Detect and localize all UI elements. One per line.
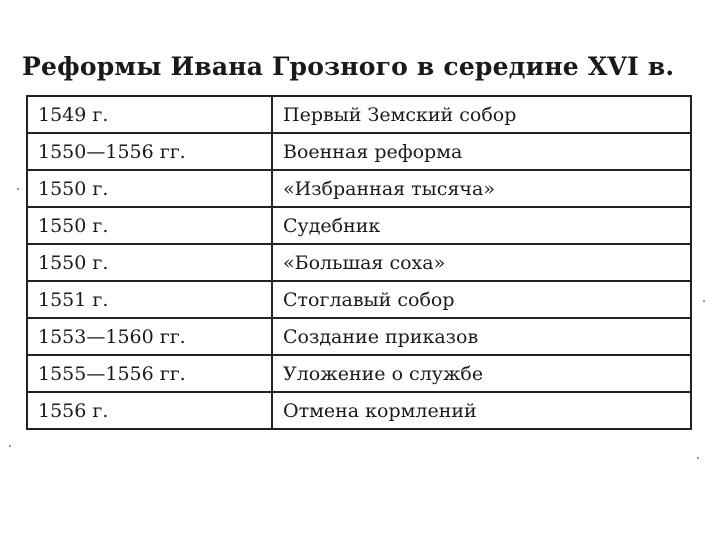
reforms-table xyxy=(26,95,692,430)
event-cell: «Избранная тысяча» xyxy=(272,170,691,207)
event-cell: Судебник xyxy=(272,207,691,244)
date-cell: 1556 г. xyxy=(27,392,272,429)
scan-speck xyxy=(697,457,699,459)
event-cell: «Большая соха» xyxy=(272,244,691,281)
table-row xyxy=(27,392,691,429)
scan-speck xyxy=(9,445,11,447)
table-row xyxy=(27,244,691,281)
event-cell: Военная реформа xyxy=(272,133,691,170)
event-cell: Отмена кормлений xyxy=(272,392,691,429)
table-row xyxy=(27,318,691,355)
page-title: Реформы Ивана Грозного в середине XVI в. xyxy=(22,52,675,81)
date-cell: 1551 г. xyxy=(27,281,272,318)
scan-speck xyxy=(17,188,19,190)
date-cell: 1553—1560 гг. xyxy=(27,318,272,355)
table-row xyxy=(27,170,691,207)
table-row xyxy=(27,207,691,244)
event-cell: Создание приказов xyxy=(272,318,691,355)
table-row xyxy=(27,133,691,170)
date-cell: 1550 г. xyxy=(27,244,272,281)
date-cell: 1549 г. xyxy=(27,96,272,133)
event-cell: Уложение о службе xyxy=(272,355,691,392)
event-cell: Первый Земский собор xyxy=(272,96,691,133)
table-row xyxy=(27,281,691,318)
date-cell: 1550—1556 гг. xyxy=(27,133,272,170)
scan-speck xyxy=(703,300,705,302)
table-row xyxy=(27,96,691,133)
date-cell: 1550 г. xyxy=(27,207,272,244)
date-cell: 1550 г. xyxy=(27,170,272,207)
table-row xyxy=(27,355,691,392)
date-cell: 1555—1556 гг. xyxy=(27,355,272,392)
event-cell: Стоглавый собор xyxy=(272,281,691,318)
